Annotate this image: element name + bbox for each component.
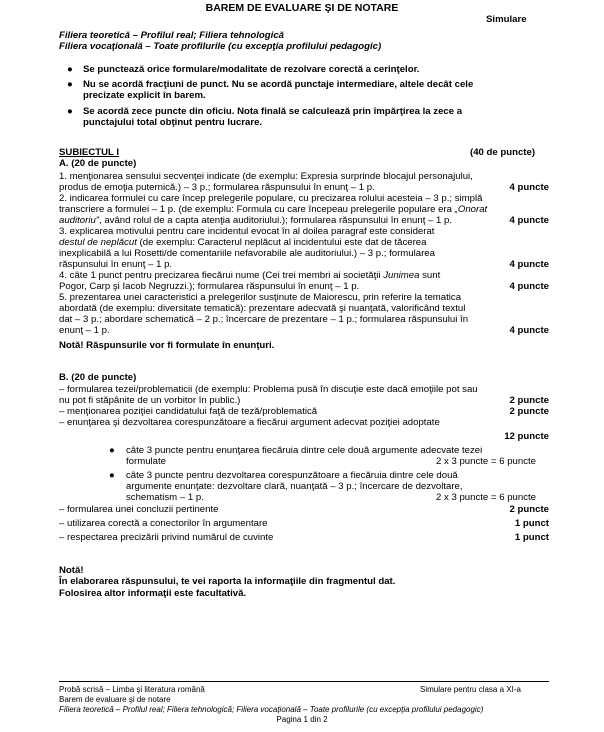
calc: 2 x 3 puncte = 6 puncte [436, 492, 537, 503]
document-page: BAREM DE EVALUARE ŞI DE NOTARE Simulare Filiera teoretică – Profilul real; Filiera tehnologică Filiera vocaţională – Toate profilurile (cu excepţia profilului pedagogic) ● Se punctează orice formulare/modalitate de rezolvare corectă a cerinţelor. ● Nu se acordă fracţiuni de punct. Nu se acordă punctaje intermediare, altele decât cele precizate explicit în barem. ● Se acordă zece puncte din oficiu. Nota finală se calculează prin împărţirea la zece a punctajului total obţinut pentru lucrare. SUBIECTUL I (40 de puncte) A. (20 de puncte) 1. menţionarea sensului secvenţei indicate (de exemplu: Expresia surprinde blocajul personajului, produs de emoţia puternică.) – 3 p.; formularea răspunsului în enunţ – 1 p. 4 puncte 2. indicarea formulei cu care încep prelegerile populare, cu precizarea rolului acesteia – 3 p.; simplă transcriere a formulei – 1 p. (de exemplu: Formula cu care începeau prelegerile populare era „Onorat auditoriu”, având rolul de a capta atenţia auditoriului.); formularea răspunsului în enunţ – 1 p. 4 puncte 3. explicarea motivului pentru care incidentul evocat în al doilea paragraf este considerat destul de neplăcut (de exemplu: Caracterul neplăcut al incidentului este dat de tăcerea inexplicabilă a lui Rosetti/de comentariile nefavorabile ale auditoriului.) – 3 p.; formularea răspunsului în enunţ – 1 p. 4 puncte 4. câte 1 punct pentru precizarea fiecărui nume (Cei trei membri ai societăţii Junimea sunt Pogor, Carp şi Iacob Negruzzi.); formularea răspunsului în enunţ – 1 p. 4 puncte 5. prezentarea unei caracteristici a prelegerilor susţinute de Maiorescu, prin referire la tematica abordată (de exemplu: diversitate tematică): prezentare adecvată şi nuanţată, valorificând textul dat – 3 p.; abordare schematică – 2 p.; încercare de prezentare – 1 p.; formularea răspunsului în enunţ – 1 p. 4 puncte Notă! Răspunsurile vor fi formulate în enunţuri. B. (20 de puncte) – formularea tezei/problematicii (de exemplu: Problema pusă în discuţie este dacă emoţiile pot sau nu pot fi stăpânite de un vorbitor în public.) 2 puncte – menţionarea poziţiei candidatului faţă de teză/problematică 2 puncte – enunţarea şi dezvoltarea corespunzătoare a fiecărui argument adecvat poziţiei adoptate 12 puncte ● câte 3 puncte pentru enunţarea fiecăruia dintre cele două argumente adecvate tezei formulate 2 x 3 puncte = 6 puncte ● câte 3 puncte pentru dezvoltarea corespunzătoare a fiecăruia dintre cele două argumente enunţate: dezvoltare clară, nuanţată – 3 p.; încercare de dezvoltare, schematism – 1 p. 2 x 3 puncte = 6 puncte – formularea unei concluzii pertinente 2 puncte – utilizarea corectă a conectorilor în argumentare 1 punct – respectarea precizării privind numărul de cuvinte 1 punct Notă! În elaborarea răspunsului, te vei raporta la informaţiile din fragmentul dat. Folosirea altor informaţii este facultativă. Probă scrisă – Limba şi literatura română Simulare pentru clasa a XI-a Barem de evaluare şi de notare Filiera teoretică – Profilul real; Filiera tehnologică; Filiera vocaţională – Toate profilurile (cu excepţia profilului pedagogic) Pagina 1 din 2 [0, 0, 604, 732]
simulation-label: Simulare [486, 14, 527, 25]
part-b-note-line: Folosirea altor informaţii este facultativă. [59, 588, 247, 599]
bullet-icon: ● [109, 470, 115, 481]
filiera-line-1: Filiera teoretică – Profilul real; Filiera tehnologică [59, 30, 284, 41]
bullet-icon: ● [109, 445, 115, 456]
part-a-line: 1. menţionarea sensului secvenţei indicate (de exemplu: Expresia surprinde blocajul personajului, [59, 171, 473, 182]
part-b-note-line: În elaborarea răspunsului, te vei raporta la informaţiile din fragmentul dat. [59, 576, 396, 587]
bullet-icon: ● [67, 64, 73, 75]
part-a-line: răspunsului în enunţ – 1 p. 4 puncte [59, 259, 549, 270]
part-a-line: Pogor, Carp şi Iacob Negruzzi.); formularea răspunsului în enunţ – 1 p. 4 puncte [59, 281, 549, 292]
subject-points: (40 de puncte) [470, 147, 536, 158]
part-a-line: 4. câte 1 punct pentru precizarea fiecărui nume (Cei trei membri ai societăţii Junimea sunt [59, 270, 441, 281]
part-a-line: 3. explicarea motivului pentru care incidentul evocat în al doilea paragraf este considerat [59, 226, 435, 237]
footer-divider [59, 681, 549, 682]
part-b-item: – formularea tezei/problematicii (de exemplu: Problema pusă în discuţie este dacă emoţiile pot sau [59, 384, 478, 395]
part-b-item: – utilizarea corectă a conectorilor în argumentare 1 punct [59, 518, 549, 529]
footer-class: Simulare pentru clasa a XI-a [420, 685, 521, 694]
part-b-note-title: Notă! [59, 565, 84, 576]
part-a-note: Notă! Răspunsurile vor fi formulate în enunţuri. [59, 340, 275, 351]
part-b-heading: B. (20 de puncte) [59, 372, 137, 383]
footer-barem: Barem de evaluare şi de notare [59, 695, 171, 704]
filiera-line-2: Filiera vocaţională – Toate profilurile (cu excepţia profilului pedagogic) [59, 41, 382, 52]
part-a-line: inexplicabilă a lui Rosetti/de comentariile nefavorabile ale auditoriului.) – 3 p.; formularea [59, 248, 435, 259]
part-a-line: dat – 3 p.; abordare schematică – 2 p.; încercare de prezentare – 1 p.; formularea răspunsului în [59, 314, 469, 325]
part-a-line: enunţ – 1 p. 4 puncte [59, 325, 549, 336]
part-a-heading: A. (20 de puncte) [59, 158, 137, 169]
part-a-line: auditoriu”, având rolul de a capta atenţia auditoriului.); formularea răspunsului în enunţ – 1 p. 4 puncte [59, 215, 549, 226]
bullet-icon: ● [67, 79, 73, 90]
footer-filiere: Filiera teoretică – Profilul real; Filiera tehnologică; Filiera vocaţională – Toate profilurile (cu excepţia profilului pedagogic) [59, 705, 484, 714]
page-number: Pagina 1 din 2 [276, 715, 328, 724]
subject-heading: SUBIECTUL I [59, 147, 120, 158]
part-a-line: transcriere a formulei – 1 p. (de exemplu: Formula cu care începeau prelegerile populare era „Onorat [59, 204, 488, 215]
footer-exam: Probă scrisă – Limba şi literatura română [59, 685, 205, 694]
part-a-line: produs de emoţia puternică.) – 3 p.; formularea răspunsului în enunţ – 1 p. 4 puncte [59, 182, 549, 193]
document-title: BAREM DE EVALUARE ŞI DE NOTARE [205, 2, 399, 14]
bullet-icon: ● [67, 106, 73, 117]
part-a-line: abordată (de exemplu: diversitate tematică): prezentare adecvată şi nuanţată, valorificând textul [59, 303, 466, 314]
part-b-item: – formularea unei concluzii pertinente 2 puncte [59, 504, 549, 515]
part-b-item: – menţionarea poziţiei candidatului faţă de teză/problematică 2 puncte [59, 406, 549, 417]
part-b-item: – enunţarea şi dezvoltarea corespunzătoare a fiecărui argument adecvat poziţiei adoptate [59, 417, 440, 428]
calc: 2 x 3 puncte = 6 puncte [436, 456, 537, 467]
part-b-item: nu pot fi stăpânite de un vorbitor în public.) 2 puncte [59, 395, 549, 406]
part-b-item: – respectarea precizării privind numărul de cuvinte 1 punct [59, 532, 549, 543]
part-a-line: 5. prezentarea unei caracteristici a prelegerilor susţinute de Maiorescu, prin referire la tematica [59, 292, 462, 303]
part-a-line: 2. indicarea formulei cu care încep prelegerile populare, cu precizarea rolului acesteia – 3 p.; simplă [59, 193, 483, 204]
part-a-line: destul de neplăcut (de exemplu: Caracterul neplăcut al incidentului este dat de tăcerea [59, 237, 427, 248]
